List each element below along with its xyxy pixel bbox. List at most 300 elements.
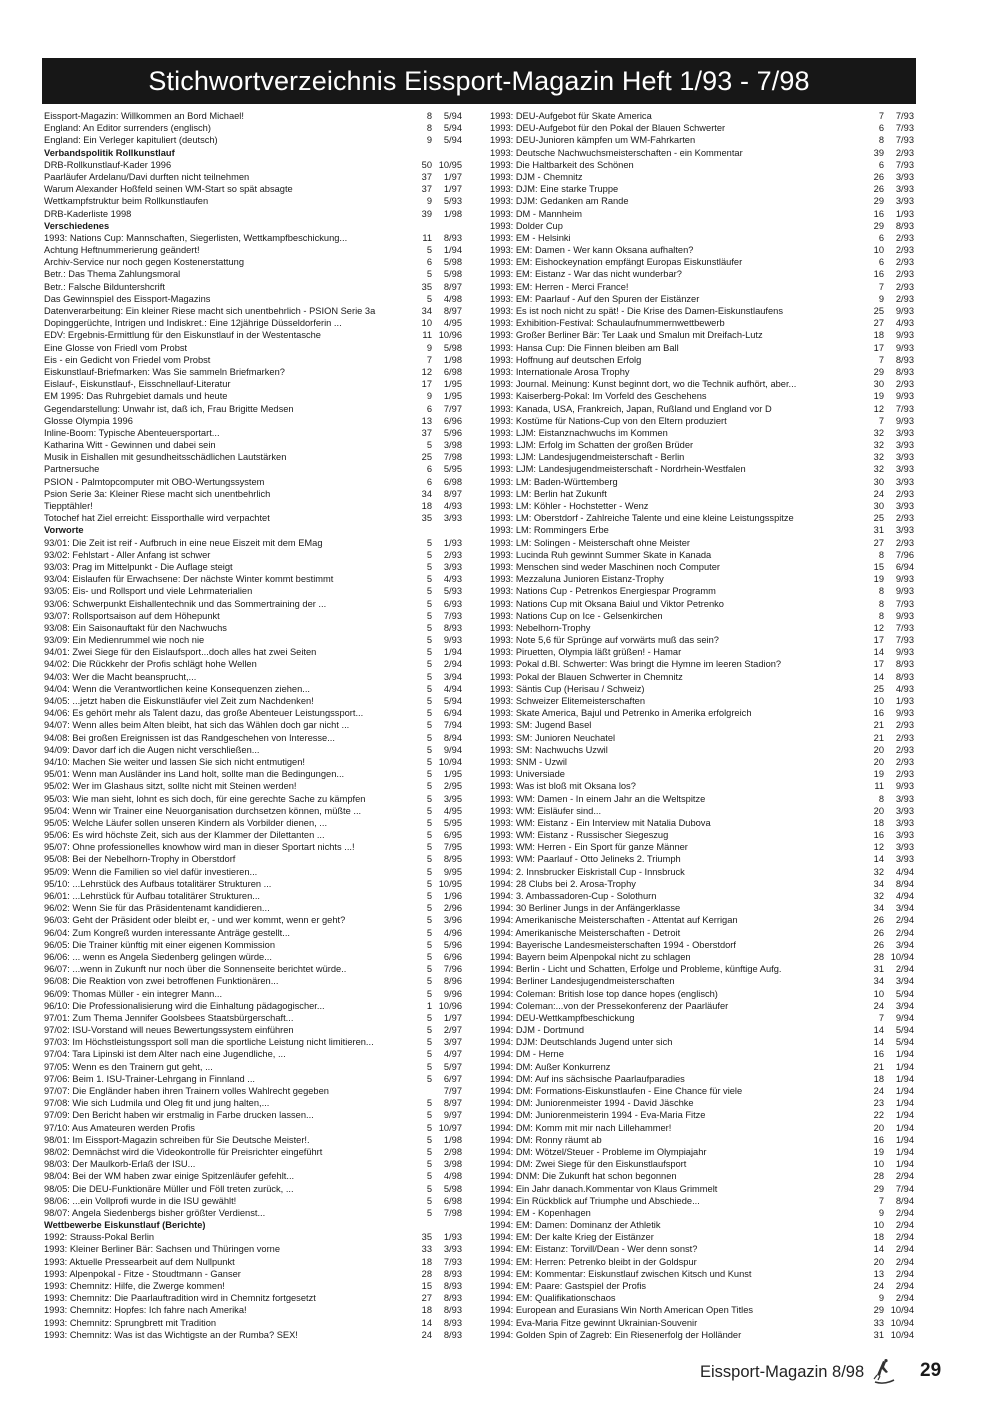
entry-title: 1993: Dolder Cup xyxy=(490,220,563,231)
index-entry xyxy=(44,1122,462,1134)
entry-title: England: Ein Verleger kapituliert (deutsch) xyxy=(44,135,218,146)
entry-issue: 6/94 xyxy=(443,708,462,719)
entry-page: 27 xyxy=(873,537,884,548)
index-entry xyxy=(490,1304,914,1316)
entry-page: 26 xyxy=(873,939,884,950)
entry-title: 1993: Nations Cup mit Oksana Baiul und Viktor Petrenko xyxy=(490,598,724,609)
entry-title: 1993: Kaiserberg-Pokal: Im Vorfeld des Geschehens xyxy=(490,391,707,402)
entry-issue: 7/94 xyxy=(443,720,462,731)
entry-page: 6 xyxy=(426,464,432,475)
entry-issue: 9/93 xyxy=(895,708,914,719)
entry-issue: 5/98 xyxy=(443,257,462,268)
entry-title: 1994: Bayern beim Alpenpokal nicht zu schlagen xyxy=(490,951,691,962)
entry-page: 17 xyxy=(421,379,432,390)
entry-title: 1993: Nations Cup - Petrenkos Energiespar Programm xyxy=(490,586,716,597)
entry-title: 93/08: Ein Saisonauftakt für den Nachwuchs xyxy=(44,622,227,633)
entry-page: 7 xyxy=(878,111,884,121)
index-entry xyxy=(490,610,914,622)
entry-page: 5 xyxy=(426,988,432,999)
entry-page: 18 xyxy=(421,1256,432,1267)
entry-title: 1993: DM - Mannheim xyxy=(490,208,582,219)
entry-issue: 3/93 xyxy=(443,513,462,524)
entry-issue: 3/93 xyxy=(895,854,914,865)
entry-page: 9 xyxy=(878,1207,884,1218)
entry-page: 16 xyxy=(873,269,884,280)
entry-page: 34 xyxy=(873,976,884,987)
entry-title: 1993: WM: Damen - In einem Jahr an die Weltspitze xyxy=(490,793,706,804)
entry-issue: 1/94 xyxy=(895,1159,914,1170)
entry-page: 32 xyxy=(873,866,884,877)
index-entry xyxy=(490,1122,914,1134)
index-entry xyxy=(490,256,914,268)
entry-page: 8 xyxy=(878,549,884,560)
entry-title: 96/04: Zum Kongreß wurden interessante Anträge gestellt... xyxy=(44,927,290,938)
entry-issue: 3/93 xyxy=(895,464,914,475)
entry-title: 94/01: Zwei Siege für den Eislaufsport...doch alles hat zwei Seiten xyxy=(44,647,317,658)
index-entry xyxy=(490,878,914,890)
index-entry xyxy=(44,1036,462,1048)
entry-issue: 7/98 xyxy=(443,452,462,463)
entry-issue: 5/94 xyxy=(443,111,462,121)
entry-page: 20 xyxy=(873,1256,884,1267)
index-entry xyxy=(44,634,462,646)
index-entry xyxy=(44,1170,462,1182)
entry-issue: 6/97 xyxy=(443,1073,462,1084)
entry-issue: 10/94 xyxy=(890,951,914,962)
index-entry xyxy=(44,208,462,220)
entry-page: 7 xyxy=(878,1195,884,1206)
entry-page: 19 xyxy=(873,574,884,585)
entry-page: 10 xyxy=(873,988,884,999)
entry-page: 29 xyxy=(873,1183,884,1194)
entry-issue: 3/95 xyxy=(443,793,462,804)
index-entry xyxy=(490,1000,914,1012)
entry-title: 1993: Chemnitz: Hilfe, die Zwerge kommen! xyxy=(44,1281,225,1291)
index-entry xyxy=(490,1012,914,1024)
entry-title: 93/07: Rollsportsaison auf dem Höhepunkt xyxy=(44,610,220,621)
index-entry xyxy=(44,1109,462,1121)
entry-issue: 5/95 xyxy=(443,817,462,828)
entry-issue: 1/95 xyxy=(443,769,462,780)
entry-page: 5 xyxy=(426,964,432,975)
entry-issue: 3/98 xyxy=(443,1159,462,1170)
index-entry xyxy=(44,122,462,134)
entry-title: 94/02: Die Rückkehr der Profis schlägt hohe Wellen xyxy=(44,659,257,670)
index-entry xyxy=(44,1024,462,1036)
entry-issue: 3/93 xyxy=(895,171,914,182)
entry-title: 1994: EM - Kopenhagen xyxy=(490,1207,591,1218)
entry-issue: 1/94 xyxy=(895,1098,914,1109)
entry-title: 1993: Schweizer Elitemeisterschaften xyxy=(490,696,646,706)
entry-page: 6 xyxy=(878,159,884,170)
entry-issue: 9/96 xyxy=(443,988,462,999)
entry-title: 1993: EM: Herren - Merci France! xyxy=(490,281,629,292)
entry-title: 1993: WM: Herren - Ein Sport für ganze Männer xyxy=(490,842,688,853)
entry-title: 97/02: ISU-Vorstand will neues Bewertungssystem einführen xyxy=(44,1025,294,1036)
index-entry xyxy=(44,427,462,439)
entry-title: 1993: LM: Köhler - Hochstetter - Wenz xyxy=(490,501,649,511)
entry-title: 95/06: Es wird höchste Zeit, sich aus der Klammer der Dilettanten ... xyxy=(44,830,325,841)
entry-issue: 2/93 xyxy=(895,293,914,304)
entry-page: 5 xyxy=(426,842,432,853)
entry-page: 5 xyxy=(426,732,432,743)
entry-issue: 3/93 xyxy=(895,525,914,536)
entry-issue: 3/93 xyxy=(895,440,914,451)
entry-issue: 8/93 xyxy=(443,1329,462,1340)
entry-issue: 4/97 xyxy=(443,1049,462,1060)
index-entry xyxy=(44,622,462,634)
entry-page: 5 xyxy=(426,561,432,572)
index-entry xyxy=(490,1183,914,1195)
entry-page: 33 xyxy=(421,1244,432,1255)
index-entry xyxy=(490,561,914,573)
entry-issue: 2/93 xyxy=(443,549,462,560)
index-entry xyxy=(44,415,462,427)
entry-page: 5 xyxy=(426,854,432,865)
index-entry xyxy=(490,707,914,719)
entry-title: 1993: Großer Berliner Bär: Ter Laak und Smalun mit Dreifach-Lutz xyxy=(490,330,763,341)
index-entry xyxy=(490,829,914,841)
entry-issue: 1/94 xyxy=(895,1086,914,1096)
section-heading-text: Wettbewerbe Eiskunstlauf (Berichte) xyxy=(44,1220,206,1231)
entry-page: 18 xyxy=(421,501,432,511)
index-entry xyxy=(490,1134,914,1146)
entry-title: 1993: Nebelhorn-Trophy xyxy=(490,622,591,633)
entry-page: 30 xyxy=(873,379,884,390)
entry-title: 1993: DEU-Aufgebot für Skate America xyxy=(490,111,652,121)
footer-magazine-issue: Eissport-Magazin 8/98 xyxy=(700,1363,865,1381)
index-entry xyxy=(44,537,462,549)
entry-page: 5 xyxy=(426,1110,432,1121)
index-entry xyxy=(44,1000,462,1012)
entry-page: 34 xyxy=(873,903,884,914)
index-entry xyxy=(490,366,914,378)
entry-title: 1994: DM: Juniorenmeisterin 1994 - Eva-Maria Fitze xyxy=(490,1110,706,1121)
entry-issue: 2/93 xyxy=(895,744,914,755)
entry-issue: 3/94 xyxy=(895,976,914,987)
entry-issue: 2/94 xyxy=(895,927,914,938)
entry-page: 9 xyxy=(426,135,432,146)
entry-page: 5 xyxy=(426,1122,432,1133)
index-entry xyxy=(490,1207,914,1219)
entry-page: 5 xyxy=(426,1025,432,1036)
entry-title: 1994: DM: Juniorenmeister 1994 - David Jäschke xyxy=(490,1098,694,1109)
entry-page: 5 xyxy=(426,769,432,780)
index-entry xyxy=(44,232,462,244)
entry-page: 7 xyxy=(426,354,432,365)
index-entry xyxy=(44,573,462,585)
entry-title: 1994: Berlin - Licht und Schatten, Erfolge und Probleme, künftige Aufg. xyxy=(490,964,782,975)
entry-page: 18 xyxy=(873,1232,884,1243)
entry-issue: 3/93 xyxy=(895,793,914,804)
index-entry xyxy=(490,744,914,756)
entry-issue: 9/93 xyxy=(895,330,914,341)
entry-issue: 4/93 xyxy=(895,318,914,329)
entry-page: 9 xyxy=(426,342,432,353)
entry-title: 94/10: Machen Sie weiter und lassen Sie sich nicht entmutigen! xyxy=(44,756,305,767)
entry-title: 1993: Kostüme für Nations-Cup von den Eltern produziert xyxy=(490,415,727,426)
entry-page: 29 xyxy=(873,366,884,377)
entry-title: 1993: Chemnitz: Sprungbrett mit Tradition xyxy=(44,1317,217,1328)
index-entry xyxy=(44,902,462,914)
entry-page: 17 xyxy=(873,635,884,646)
entry-issue: 1/94 xyxy=(895,1134,914,1145)
entry-title: 1993: LM: Baden-Württemberg xyxy=(490,476,618,487)
index-entry xyxy=(44,1304,462,1316)
entry-page: 16 xyxy=(873,708,884,719)
entry-title: Archiv-Service nur noch gegen Kostenerstattung xyxy=(44,257,244,268)
entry-issue: 2/93 xyxy=(895,720,914,731)
entry-page: 28 xyxy=(873,951,884,962)
entry-title: 1994: DJM - Dortmund xyxy=(490,1025,585,1036)
entry-page: 8 xyxy=(878,793,884,804)
entry-page: 5 xyxy=(426,878,432,889)
entry-page: 5 xyxy=(426,891,432,901)
entry-page: 5 xyxy=(426,1061,432,1072)
index-entry xyxy=(44,829,462,841)
entry-page: 24 xyxy=(873,1086,884,1096)
entry-title: 1994: Eva-Maria Fitze gewinnt Ukrainian-Souvenir xyxy=(490,1317,698,1328)
entry-issue: 2/93 xyxy=(895,281,914,292)
entry-page: 35 xyxy=(421,1232,432,1243)
entry-issue: 1/97 xyxy=(443,171,462,182)
entry-page: 21 xyxy=(873,720,884,731)
index-entry xyxy=(490,732,914,744)
entry-issue: 1/95 xyxy=(443,391,462,402)
entry-title: 1994: DM: Formations-Eiskunstlaufen - Eine Chance für viele xyxy=(490,1086,743,1096)
entry-title: Warum Alexander Hoßfeld seinen WM-Start so spät absagte xyxy=(44,184,293,195)
entry-issue: 8/93 xyxy=(895,220,914,231)
entry-title: 96/02: Wenn Sie für das Präsidentenamt kandidieren... xyxy=(44,903,270,914)
entry-title: EM 1995: Das Ruhrgebiet damals und heute xyxy=(44,391,228,402)
entry-issue: 8/97 xyxy=(443,488,462,499)
entry-title: 1993: Chemnitz: Die Paarlauftradition wird in Chemnitz fortgesetzt xyxy=(44,1293,316,1304)
entry-page: 5 xyxy=(426,915,432,926)
entry-page: 37 xyxy=(421,427,432,438)
index-entry xyxy=(44,451,462,463)
page-number: 29 xyxy=(920,1360,942,1381)
entry-title: 1993: Nations Cup on Ice - Gelsenkirchen xyxy=(490,610,663,621)
entry-issue: 10/97 xyxy=(438,1122,462,1133)
entry-page: 5 xyxy=(426,549,432,560)
entry-issue: 5/94 xyxy=(895,988,914,999)
entry-issue: 6/93 xyxy=(443,598,462,609)
entry-page: 18 xyxy=(873,330,884,341)
index-entry xyxy=(490,549,914,561)
entry-page: 10 xyxy=(873,245,884,256)
entry-issue: 1/94 xyxy=(895,1061,914,1072)
entry-page: 30 xyxy=(873,501,884,511)
entry-title: 1993: WM: Paarlauf - Otto Jelineks 2. Triumph xyxy=(490,854,681,865)
entry-issue: 4/98 xyxy=(443,293,462,304)
entry-title: 1994: 30 Berliner Jungs in der Anfängerklasse xyxy=(490,903,681,914)
entry-title: Eislauf-, Eiskunstlauf-, Eisschnellauf-Literatur xyxy=(44,379,231,390)
entry-issue: 2/94 xyxy=(895,1268,914,1279)
index-entry xyxy=(490,890,914,902)
index-entry xyxy=(44,110,462,122)
index-entry xyxy=(44,805,462,817)
entry-title: 1993: Die Haltbarkeit des Schönen xyxy=(490,159,634,170)
entry-page: 32 xyxy=(873,464,884,475)
entry-issue: 3/97 xyxy=(443,1037,462,1048)
index-entry xyxy=(44,1207,462,1219)
entry-page: 7 xyxy=(878,354,884,365)
index-entry xyxy=(490,793,914,805)
index-entry xyxy=(490,1085,914,1097)
entry-issue: 2/93 xyxy=(895,147,914,158)
entry-page: 12 xyxy=(873,622,884,633)
index-entry xyxy=(44,439,462,451)
index-entry xyxy=(44,585,462,597)
entry-title: 1993: EM: Eishockeynation empfängt Europas Eiskunstläufer xyxy=(490,257,743,268)
entry-issue: 9/93 xyxy=(443,635,462,646)
entry-title: 94/05: ...jetzt haben die Eiskunstläufer viel Zeit zum Nachdenken! xyxy=(44,696,314,706)
entry-title: 93/01: Die Zeit ist reif - Aufbruch in eine neue Eiszeit mit dem EMag xyxy=(44,537,323,548)
section-heading xyxy=(44,1219,462,1231)
entry-page: 21 xyxy=(873,732,884,743)
index-entry xyxy=(490,634,914,646)
entry-page: 5 xyxy=(426,622,432,633)
entry-issue: 4/94 xyxy=(443,683,462,694)
entry-title: 1993: Universiade xyxy=(490,769,565,780)
index-entry xyxy=(44,134,462,146)
entry-page: 14 xyxy=(873,671,884,682)
entry-issue: 6/98 xyxy=(443,366,462,377)
entry-page: 6 xyxy=(426,403,432,414)
entry-page: 24 xyxy=(873,1000,884,1011)
index-entry xyxy=(44,1183,462,1195)
entry-issue: 2/93 xyxy=(895,756,914,767)
entry-page: 27 xyxy=(873,318,884,329)
entry-title: 1994: EM: Damen: Dominanz der Athletik xyxy=(490,1220,661,1231)
index-entry xyxy=(44,646,462,658)
index-entry xyxy=(490,963,914,975)
entry-title: 96/09: Thomas Müller - ein integrer Mann... xyxy=(44,988,223,999)
entry-issue: 7/93 xyxy=(895,598,914,609)
entry-issue: 2/96 xyxy=(443,903,462,914)
index-entry xyxy=(490,866,914,878)
entry-issue: 8/93 xyxy=(443,1268,462,1279)
entry-title: 1993: LM: Oberstdorf - Zahlreiche Talente und eine kleine Leistungsspitze xyxy=(490,513,794,524)
section-heading xyxy=(44,220,462,232)
index-entry xyxy=(490,1195,914,1207)
entry-title: Musik in Eishallen mit gesundheitsschädlichen Lautstärken xyxy=(44,452,287,463)
index-entry xyxy=(490,1231,914,1243)
entry-page: 5 xyxy=(426,647,432,658)
entry-issue: 2/94 xyxy=(895,1207,914,1218)
entry-issue: 3/98 xyxy=(443,440,462,451)
entry-page: 17 xyxy=(873,342,884,353)
entry-issue: 2/93 xyxy=(895,245,914,256)
entry-issue: 3/94 xyxy=(895,939,914,950)
entry-issue: 5/94 xyxy=(895,1037,914,1048)
entry-page: 5 xyxy=(426,1037,432,1048)
entry-title: DRB-Kaderliste 1998 xyxy=(44,208,132,219)
index-entry xyxy=(490,305,914,317)
entry-issue: 2/95 xyxy=(443,781,462,792)
page-title: Stichwortverzeichnis Eissport-Magazin Heft 1/93 - 7/98 xyxy=(148,66,810,96)
entry-issue: 7/93 xyxy=(443,1256,462,1267)
entry-issue: 10/96 xyxy=(438,1000,462,1011)
index-entry xyxy=(44,1085,462,1097)
entry-title: 1993: LJM: Landesjugendmeisterschaft - Nordrhein-Westfalen xyxy=(490,464,746,475)
entry-page: 6 xyxy=(426,476,432,487)
index-entry xyxy=(490,683,914,695)
entry-page: 25 xyxy=(873,306,884,316)
entry-issue: 3/94 xyxy=(443,671,462,682)
entry-issue: 9/94 xyxy=(443,744,462,755)
entry-page: 10 xyxy=(421,318,432,329)
entry-title: 96/07: ...wenn in Zukunft nur noch über die Sonnenseite berichtet würde.. xyxy=(44,964,347,975)
entry-title: 1993: DJM - Chemnitz xyxy=(490,171,583,182)
entry-issue: 7/93 xyxy=(895,135,914,146)
index-entry xyxy=(44,1012,462,1024)
entry-issue: 2/98 xyxy=(443,1146,462,1157)
entry-issue: 5/94 xyxy=(443,123,462,134)
entry-title: 95/09: Wenn die Familien so viel dafür investieren... xyxy=(44,866,258,877)
entry-title: 93/04: Eislaufen für Erwachsene: Der nächste Winter kommt bestimmt xyxy=(44,574,334,585)
entry-issue: 8/93 xyxy=(895,354,914,365)
entry-title: 1993: Kleiner Berliner Bär: Sachsen und Thüringen vorne xyxy=(44,1244,281,1255)
entry-page: 18 xyxy=(421,1305,432,1316)
entry-title: 1993: Menschen sind weder Maschinen noch Computer xyxy=(490,561,720,572)
index-entry xyxy=(490,1280,914,1292)
index-entry xyxy=(44,1073,462,1085)
index-entry xyxy=(44,329,462,341)
entry-title: 1994: DEU-Wettkampfbeschickung xyxy=(490,1012,635,1023)
entry-title: 1993: DJM: Gedanken am Rande xyxy=(490,196,629,207)
index-entry xyxy=(44,744,462,756)
entry-issue: 5/98 xyxy=(443,1183,462,1194)
index-entry xyxy=(44,939,462,951)
index-entry xyxy=(490,244,914,256)
entry-page: 5 xyxy=(426,927,432,938)
entry-title: 1994: EM: Qualifikationschaos xyxy=(490,1293,616,1304)
entry-issue: 8/93 xyxy=(443,232,462,243)
entry-issue: 4/95 xyxy=(443,805,462,816)
entry-title: 1994: 28 Clubs bei 2. Arosa-Trophy xyxy=(490,878,636,889)
entry-title: 93/02: Fehlstart - Aller Anfang ist schwer xyxy=(44,549,211,560)
index-entry xyxy=(490,329,914,341)
index-entry xyxy=(490,719,914,731)
entry-title: 96/08: Die Reaktion von zwei betroffenen Funktionären... xyxy=(44,976,279,987)
index-entry xyxy=(490,537,914,549)
entry-title: 1993: LJM: Erfolg im Schatten der großen Brüder xyxy=(490,440,694,451)
entry-issue: 3/93 xyxy=(895,830,914,841)
entry-title: 1993: Säntis Cup (Herisau / Schweiz) xyxy=(490,683,645,694)
entry-page: 37 xyxy=(421,171,432,182)
entry-page: 5 xyxy=(426,1073,432,1084)
entry-title: 1994: DM: Auf ins sächsische Paarlaufparadies xyxy=(490,1073,685,1084)
index-entry xyxy=(44,171,462,183)
index-entry xyxy=(44,610,462,622)
entry-title: 1993: LJM: Eistanznachwuchs im Kommen xyxy=(490,427,668,438)
entry-title: Eissport-Magazin: Willkommen an Bord Michael! xyxy=(44,111,244,121)
entry-issue: 9/93 xyxy=(895,586,914,597)
entry-page: 50 xyxy=(421,159,432,170)
entry-page: 9 xyxy=(426,196,432,207)
entry-issue: 1/94 xyxy=(895,1122,914,1133)
entry-title: 97/08: Wie sich Ludmila und Oleg fit und jung halten,... xyxy=(44,1098,270,1109)
entry-title: 97/06: Beim 1. ISU-Trainer-Lehrgang in Finnland ... xyxy=(44,1073,256,1084)
index-entry xyxy=(490,671,914,683)
entry-page: 39 xyxy=(873,147,884,158)
entry-issue: 5/97 xyxy=(443,1061,462,1072)
entry-page: 5 xyxy=(426,537,432,548)
entry-issue: 1/94 xyxy=(895,1146,914,1157)
index-entry xyxy=(44,1231,462,1243)
entry-title: 1994: DM - Herne xyxy=(490,1049,564,1060)
